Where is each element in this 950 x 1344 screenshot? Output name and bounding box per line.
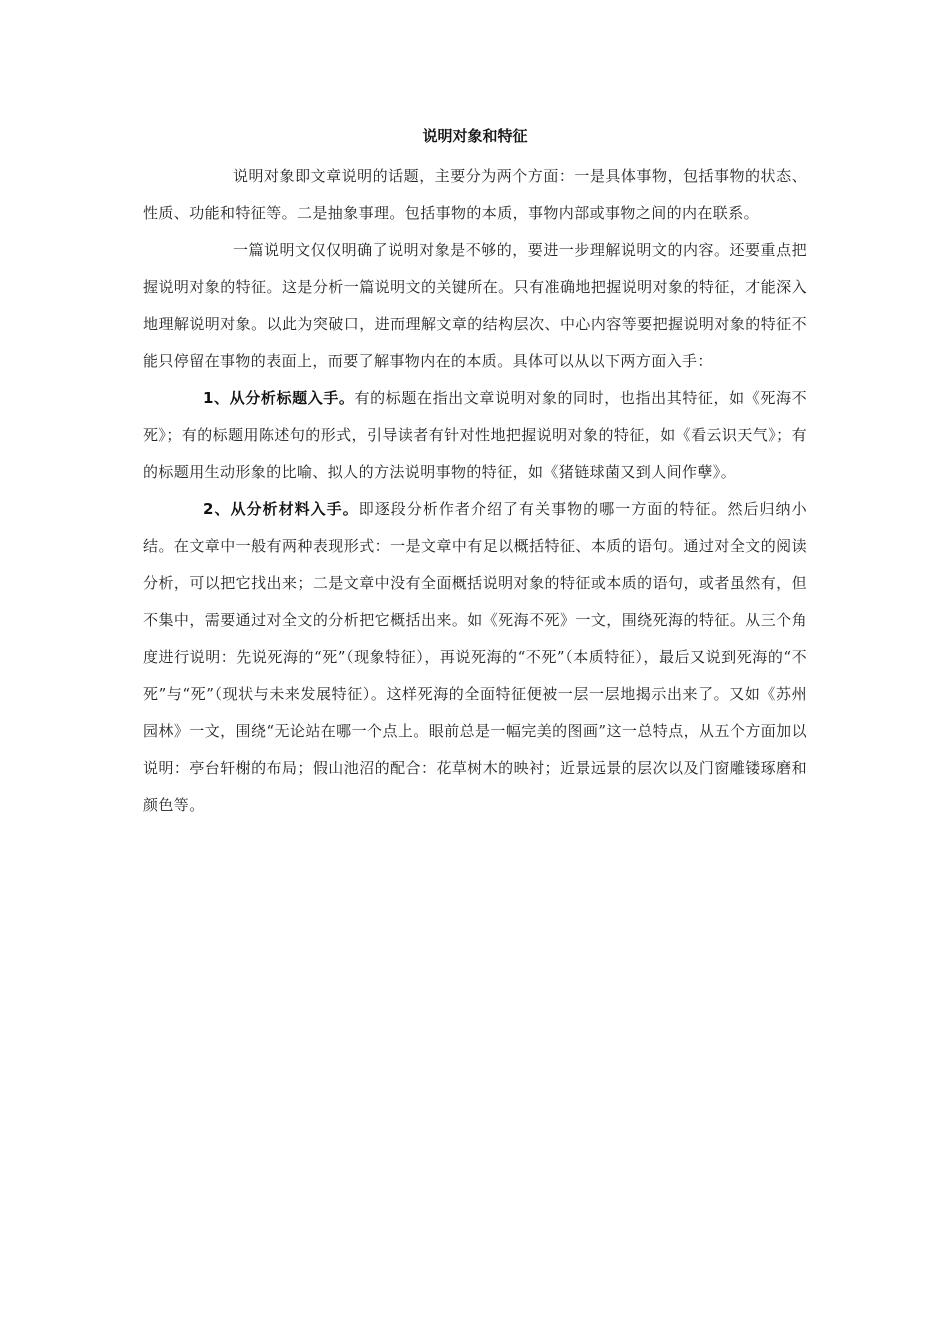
paragraph-text: 有的标题在指出文章说明对象的同时，也指出其特征，如《死海不死》；有的标题用陈述句的形式，引导读者有针对性地把握说明对象的特征，如《看云识天气》；有的标题用生动形象的比喻、拟人的方法说明事物的特征，如《猪链球菌又到人间作孽》。: [143, 389, 807, 481]
document-page: [143, 124, 807, 824]
paragraph-definition: [143, 158, 807, 232]
document-title: 说明对象和特征: [422, 127, 528, 145]
paragraph-text: 说明对象即文章说明的话题，主要分为两个方面：一是具体事物，包括事物的状态、性质、功能和特征等。二是抽象事理。包括事物的本质，事物内部或事物之间的内在联系。: [143, 167, 807, 222]
paragraph-features: [143, 232, 807, 380]
paragraph-method-material: [143, 491, 807, 824]
paragraph-method-title: [143, 380, 807, 491]
paragraph-lead: 2、从分析材料入手。: [203, 500, 359, 518]
paragraph-text: 一篇说明文仅仅明确了说明对象是不够的，要进一步理解说明文的内容。还要重点把握说明对象的特征。这是分析一篇说明文的关键所在。只有准确地把握说明对象的特征，才能深入地理解说明对象。以此为突破口，进而理解文章的结构层次、中心内容等要把握说明对象的特征不能只停留在事物的表面上，而要了解事物内在的本质。具体可以从以下两方面入手：: [143, 241, 807, 370]
paragraph-lead: 1、从分析标题入手。: [203, 389, 355, 407]
paragraph-text: 即逐段分析作者介绍了有关事物的哪一方面的特征。然后归纳小结。在文章中一般有两种表现形式：一是文章中有足以概括特征、本质的语句。通过对全文的阅读分析，可以把它找出来；二是文章中没有全面概括说明对象的特征或本质的语句，或者虽然有，但不集中，需要通过对全文的分析把它概括出来。如《死海不死》一文，围绕死海的特征。从三个角度进行说明：先说死海的“死”（现象特征），再说死海的“不死”（本质特征），最后又说到死海的“不死”与“死”（现状与未来发展特征）。这样死海的全面特征便被一层一层地揭示出来了。又如《苏州园林》一文，围绕“无论站在哪一个点上。眼前总是一幅完美的图画”这一总特点，从五个方面加以说明：亭台轩榭的布局；假山池沼的配合：花草树木的映衬；近景远景的层次以及门窗雕镂琢磨和颜色等。: [143, 500, 807, 814]
